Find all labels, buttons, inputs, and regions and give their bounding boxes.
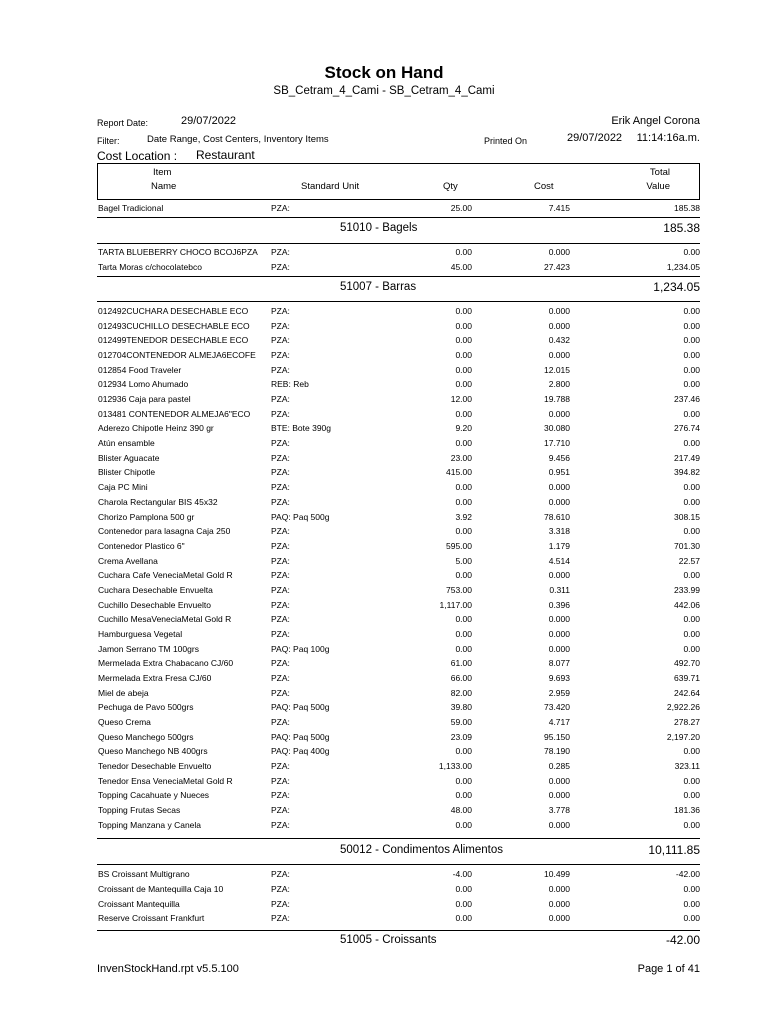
item-cost: 19.788 — [544, 394, 570, 405]
item-name: Queso Crema — [98, 717, 151, 728]
item-name: Aderezo Chipotle Heinz 390 gr — [98, 423, 214, 434]
item-value: 233.99 — [674, 584, 700, 595]
item-qty: 0.00 — [455, 379, 472, 390]
item-unit: PZA: — [271, 805, 290, 816]
divider — [97, 864, 700, 865]
table-row — [97, 304, 700, 318]
table-row — [97, 744, 700, 758]
item-unit: PZA: — [271, 775, 290, 786]
item-value: 0.00 — [683, 320, 700, 331]
item-value: 278.27 — [674, 717, 700, 728]
item-name: Jamon Serrano TM 100grs — [98, 643, 199, 654]
item-qty: 0.00 — [455, 247, 472, 257]
group-label: 50012 - Condimentos Alimentos — [340, 844, 504, 856]
item-qty: 0.00 — [455, 364, 472, 375]
column-cost: Cost — [534, 181, 554, 192]
item-qty: 39.80 — [450, 702, 472, 713]
item-cost: 4.717 — [548, 717, 570, 728]
item-name: Blister Chipotle — [98, 467, 156, 478]
table-row — [97, 554, 700, 568]
item-cost: 1.179 — [548, 540, 570, 551]
item-cost: 0.000 — [548, 570, 570, 581]
table-row — [97, 598, 700, 612]
table-row — [97, 642, 700, 656]
table-row — [97, 465, 700, 479]
item-unit: PZA: — [271, 408, 290, 419]
group-label: 51005 - Croissants — [340, 934, 437, 946]
table-row — [97, 867, 700, 881]
item-cost: 3.778 — [548, 805, 570, 816]
item-name: Blister Aguacate — [98, 452, 160, 463]
divider — [97, 930, 700, 931]
table-row — [97, 911, 700, 925]
report-date-label: Report Date: — [97, 118, 149, 128]
item-qty: 0.00 — [455, 570, 472, 581]
item-name: Croissant de Mantequilla Caja 10 — [98, 883, 224, 894]
group-label: 51010 - Bagels — [340, 222, 418, 234]
item-value: 639.71 — [674, 673, 700, 683]
column-total: Total — [649, 167, 670, 178]
table-row — [97, 715, 700, 729]
item-name: Tenedor Ensa VeneciaMetal Gold R — [98, 775, 233, 786]
divider — [97, 217, 700, 218]
item-qty: 0.00 — [455, 746, 472, 757]
item-qty: 0.00 — [455, 526, 472, 537]
item-value: 0.00 — [683, 335, 700, 346]
item-name: 012493CUCHILLO DESECHABLE ECO — [98, 320, 250, 331]
item-name: 012936 Caja para pastel — [98, 394, 191, 405]
item-name: Cuchillo Desechable Envuelto — [98, 599, 211, 610]
table-row — [97, 363, 700, 377]
item-unit: PZA: — [271, 364, 290, 375]
item-qty: 0.00 — [455, 320, 472, 331]
item-unit: REB: Reb — [271, 379, 309, 390]
table-row — [97, 774, 700, 788]
item-unit: PZA: — [271, 203, 290, 213]
item-unit: PZA: — [271, 452, 290, 463]
table-row — [97, 421, 700, 435]
table-row — [97, 260, 700, 274]
item-unit: PZA: — [271, 247, 290, 257]
item-qty: 0.00 — [455, 819, 472, 830]
printed-time: 11:14:16a.m. — [636, 132, 700, 144]
column-value: Value — [646, 181, 670, 192]
item-value: 1,234.05 — [666, 262, 700, 272]
item-value: 0.00 — [683, 883, 700, 894]
item-cost: 0.000 — [548, 898, 570, 909]
item-cost: 27.423 — [544, 262, 570, 272]
table-row — [97, 612, 700, 626]
item-unit: PZA: — [271, 540, 290, 551]
column-header — [97, 163, 700, 200]
table-row — [97, 730, 700, 744]
item-qty: 0.00 — [455, 482, 472, 493]
table-row — [97, 451, 700, 465]
item-qty: 0.00 — [455, 775, 472, 786]
item-cost: 0.000 — [548, 643, 570, 654]
table-row — [97, 333, 700, 347]
item-qty: 415.00 — [446, 467, 472, 478]
item-unit: PZA: — [271, 614, 290, 625]
item-unit: PAQ: Paq 500g — [271, 731, 330, 742]
item-cost: 8.077 — [548, 658, 570, 669]
item-name: Hamburguesa Vegetal — [98, 628, 183, 639]
item-unit: PZA: — [271, 320, 290, 331]
item-qty: 9.20 — [455, 423, 472, 434]
divider — [97, 243, 700, 244]
item-unit: PZA: — [271, 599, 290, 610]
item-name: Queso Manchego 500grs — [98, 731, 194, 742]
item-value: 0.00 — [683, 898, 700, 909]
item-cost: 0.432 — [548, 335, 570, 346]
item-value: 308.15 — [674, 511, 700, 522]
item-value: 394.82 — [674, 467, 700, 478]
cost-location-value: Restaurant — [196, 148, 255, 162]
filter-label: Filter: — [97, 136, 120, 146]
group-total: 1,234.05 — [653, 280, 700, 294]
item-name: Cuchillo MesaVeneciaMetal Gold R — [98, 614, 232, 625]
item-unit: PZA: — [271, 482, 290, 493]
item-unit: PZA: — [271, 673, 290, 683]
item-value: 0.00 — [683, 790, 700, 801]
item-value: 0.00 — [683, 775, 700, 786]
table-row — [97, 201, 700, 215]
item-unit: PZA: — [271, 819, 290, 830]
item-qty: 0.00 — [455, 643, 472, 654]
item-name: Mermelada Extra Fresa CJ/60 — [98, 673, 212, 683]
item-value: 276.74 — [674, 423, 700, 434]
item-cost: 10.499 — [544, 869, 570, 879]
item-cost: 2.800 — [548, 379, 570, 390]
item-name: 012492CUCHARA DESECHABLE ECO — [98, 306, 249, 316]
item-name: Chorizo Pamplona 500 gr — [98, 511, 195, 522]
item-name: 012934 Lomo Ahumado — [98, 379, 189, 390]
item-unit: PZA: — [271, 570, 290, 581]
item-qty: 23.09 — [450, 731, 472, 742]
item-name: Crema Avellana — [98, 555, 158, 566]
item-value: 0.00 — [683, 643, 700, 654]
item-value: 0.00 — [683, 614, 700, 625]
item-cost: 0.000 — [548, 819, 570, 830]
item-value: 0.00 — [683, 379, 700, 390]
table-row — [97, 671, 700, 685]
table-row — [97, 348, 700, 362]
item-qty: 753.00 — [446, 584, 472, 595]
table-row — [97, 245, 700, 259]
item-value: 0.00 — [683, 364, 700, 375]
item-value: 0.00 — [683, 496, 700, 507]
item-qty: 0.00 — [455, 496, 472, 507]
item-qty: 66.00 — [450, 673, 472, 683]
column-qty: Qty — [443, 181, 458, 192]
item-qty: 0.00 — [455, 913, 472, 924]
item-name: Atún ensamble — [98, 438, 155, 449]
item-value: 492.70 — [674, 658, 700, 669]
item-name: Cuchara Cafe VeneciaMetal Gold R — [98, 570, 233, 581]
item-cost: 7.415 — [548, 203, 570, 213]
table-row — [97, 495, 700, 509]
item-unit: BTE: Bote 390g — [271, 423, 332, 434]
item-name: Topping Manzana y Canela — [98, 819, 202, 830]
item-cost: 0.000 — [548, 482, 570, 493]
item-unit: PZA: — [271, 438, 290, 449]
item-unit: PAQ: Paq 500g — [271, 511, 330, 522]
item-qty: 1,117.00 — [439, 599, 472, 610]
item-unit: PAQ: Paq 400g — [271, 746, 330, 757]
item-value: 22.57 — [678, 555, 700, 566]
item-name: Tarta Moras c/chocolatebco — [98, 262, 202, 272]
item-qty: 0.00 — [455, 408, 472, 419]
item-value: 237.46 — [674, 394, 700, 405]
item-qty: 595.00 — [446, 540, 472, 551]
table-row — [97, 897, 700, 911]
item-name: TARTA BLUEBERRY CHOCO BCOJ6PZA — [98, 247, 258, 257]
item-qty: 0.00 — [455, 628, 472, 639]
item-cost: 73.420 — [544, 702, 570, 713]
item-value: 0.00 — [683, 819, 700, 830]
divider — [97, 276, 700, 277]
item-unit: PZA: — [271, 394, 290, 405]
item-cost: 0.000 — [548, 883, 570, 894]
table-row — [97, 407, 700, 421]
table-row — [97, 627, 700, 641]
item-cost: 0.000 — [548, 320, 570, 331]
item-name: Contenedor para lasagna Caja 250 — [98, 526, 231, 537]
item-qty: 3.92 — [455, 511, 472, 522]
item-qty: 82.00 — [450, 687, 472, 698]
filter-value: Date Range, Cost Centers, Inventory Items — [147, 134, 329, 145]
item-unit: PZA: — [271, 628, 290, 639]
item-cost: 9.456 — [548, 452, 570, 463]
item-unit: PZA: — [271, 496, 290, 507]
group-total: 185.38 — [663, 221, 700, 235]
report-date: 29/07/2022 — [181, 115, 237, 127]
item-cost: 0.000 — [548, 247, 570, 257]
item-name: Topping Frutas Secas — [98, 805, 181, 816]
item-value: 0.00 — [683, 746, 700, 757]
table-row — [97, 377, 700, 391]
table-row — [97, 319, 700, 333]
item-name: 013481 CONTENEDOR ALMEJA6"ECO — [98, 408, 251, 419]
item-unit: PZA: — [271, 306, 290, 316]
item-unit: PZA: — [271, 687, 290, 698]
divider — [97, 838, 700, 839]
table-row — [97, 803, 700, 817]
group-label: 51007 - Barras — [340, 281, 417, 293]
item-unit: PAQ: Paq 500g — [271, 702, 330, 713]
item-cost: 78.190 — [544, 746, 570, 757]
printed-date: 29/07/2022 — [567, 132, 623, 144]
item-value: 701.30 — [674, 540, 700, 551]
report-user: Erik Angel Corona — [611, 115, 700, 127]
item-value: 181.36 — [674, 805, 700, 816]
item-qty: -4.00 — [452, 869, 472, 879]
item-value: 0.00 — [683, 350, 700, 361]
item-value: 242.64 — [674, 687, 700, 698]
item-value: 2,197.20 — [666, 731, 700, 742]
item-unit: PZA: — [271, 898, 290, 909]
item-name: Tenedor Desechable Envuelto — [98, 761, 212, 772]
item-cost: 30.080 — [544, 423, 570, 434]
item-unit: PZA: — [271, 262, 290, 272]
item-name: Queso Manchego NB 400grs — [98, 746, 208, 757]
table-row — [97, 882, 700, 896]
item-cost: 0.000 — [548, 775, 570, 786]
group-total: -42.00 — [665, 933, 700, 947]
item-cost: 4.514 — [548, 555, 570, 566]
item-cost: 0.000 — [548, 790, 570, 801]
table-row — [97, 436, 700, 450]
item-unit: PZA: — [271, 350, 290, 361]
item-qty: 45.00 — [450, 262, 472, 272]
item-name: 012704CONTENEDOR ALMEJA6ECOFE — [98, 350, 256, 361]
item-qty: 0.00 — [455, 614, 472, 625]
item-value: 0.00 — [683, 482, 700, 493]
item-cost: 9.693 — [548, 673, 570, 683]
item-qty: 59.00 — [450, 717, 472, 728]
column-item: Item — [153, 167, 172, 178]
item-name: Mermelada Extra Chabacano CJ/60 — [98, 658, 234, 669]
divider — [97, 301, 700, 302]
table-row — [97, 759, 700, 773]
item-cost: 78.610 — [544, 511, 570, 522]
item-value: 0.00 — [683, 408, 700, 419]
cost-location-label: Cost Location : — [97, 149, 178, 163]
item-name: 012499TENEDOR DESECHABLE ECO — [98, 335, 249, 346]
item-name: Topping Cacahuate y Nueces — [98, 790, 210, 801]
item-cost: 17.710 — [544, 438, 570, 449]
item-name: Croissant Mantequilla — [98, 898, 180, 909]
item-name: Reserve Croissant Frankfurt — [98, 913, 205, 924]
item-cost: 95.150 — [544, 731, 570, 742]
item-cost: 0.000 — [548, 614, 570, 625]
item-cost: 0.285 — [548, 761, 570, 772]
item-cost: 0.000 — [548, 408, 570, 419]
group-subtotal — [97, 281, 700, 301]
item-qty: 0.00 — [455, 790, 472, 801]
item-value: 217.49 — [674, 452, 700, 463]
item-unit: PZA: — [271, 717, 290, 728]
item-qty: 5.00 — [455, 555, 472, 566]
item-cost: 12.015 — [544, 364, 570, 375]
item-qty: 25.00 — [450, 203, 472, 213]
item-unit: PZA: — [271, 526, 290, 537]
item-value: 0.00 — [683, 526, 700, 537]
item-cost: 0.000 — [548, 628, 570, 639]
item-value: 0.00 — [683, 306, 700, 316]
item-name: BS Croissant Multigrano — [98, 869, 190, 879]
column-standard-unit: Standard Unit — [301, 181, 360, 192]
column-name: Name — [151, 181, 177, 192]
item-unit: PAQ: Paq 100g — [271, 643, 330, 654]
item-qty: 0.00 — [455, 350, 472, 361]
report-title: Stock on Hand — [324, 63, 444, 82]
item-qty: 0.00 — [455, 438, 472, 449]
footer-page: Page 1 of 41 — [637, 963, 700, 975]
report-subtitle: SB_Cetram_4_Cami - SB_Cetram_4_Cami — [273, 85, 495, 97]
item-qty: 12.00 — [450, 394, 472, 405]
item-cost: 0.000 — [548, 496, 570, 507]
item-unit: PZA: — [271, 658, 290, 669]
item-unit: PZA: — [271, 584, 290, 595]
item-value: 2,922.26 — [666, 702, 700, 713]
item-cost: 2.959 — [548, 687, 570, 698]
item-cost: 0.311 — [549, 584, 570, 595]
item-unit: PZA: — [271, 555, 290, 566]
table-row — [97, 539, 700, 553]
group-subtotal — [97, 844, 700, 864]
item-qty: 0.00 — [455, 335, 472, 346]
item-unit: PZA: — [271, 467, 290, 478]
item-cost: 0.000 — [548, 350, 570, 361]
item-unit: PZA: — [271, 761, 290, 772]
table-row — [97, 686, 700, 700]
item-unit: PZA: — [271, 883, 290, 894]
item-value: -42.00 — [675, 869, 700, 879]
group-total: 10,111.85 — [648, 843, 700, 857]
group-subtotal — [97, 222, 700, 242]
item-name: Contenedor Plastico 6" — [98, 540, 185, 551]
table-row — [97, 392, 700, 406]
table-row — [97, 524, 700, 538]
item-cost: 0.000 — [548, 306, 570, 316]
item-name: Caja PC Mini — [98, 482, 148, 493]
item-qty: 0.00 — [455, 306, 472, 316]
table-row — [97, 656, 700, 670]
item-qty: 0.00 — [455, 883, 472, 894]
table-row — [97, 568, 700, 582]
item-name: Miel de abeja — [98, 687, 149, 698]
item-qty: 61.00 — [450, 658, 472, 669]
footer-file: InvenStockHand.rpt v5.5.100 — [97, 963, 239, 975]
item-value: 442.06 — [674, 599, 700, 610]
item-qty: 23.00 — [450, 452, 472, 463]
item-value: 0.00 — [683, 913, 700, 924]
item-name: Pechuga de Pavo 500grs — [98, 702, 194, 713]
group-subtotal — [97, 934, 700, 954]
item-cost: 0.396 — [548, 599, 570, 610]
item-name: 012854 Food Traveler — [98, 364, 182, 375]
item-unit: PZA: — [271, 913, 290, 924]
table-row — [97, 700, 700, 714]
table-row — [97, 480, 700, 494]
table-row — [97, 818, 700, 832]
item-unit: PZA: — [271, 790, 290, 801]
item-name: Bagel Tradicional — [98, 203, 164, 213]
item-value: 0.00 — [683, 247, 700, 257]
item-name: Charola Rectangular BIS 45x32 — [98, 496, 218, 507]
item-unit: PZA: — [271, 869, 290, 879]
item-value: 0.00 — [683, 628, 700, 639]
item-cost: 0.000 — [548, 913, 570, 924]
table-row — [97, 788, 700, 802]
item-value: 0.00 — [683, 570, 700, 581]
item-name: Cuchara Desechable Envuelta — [98, 584, 213, 595]
item-value: 323.11 — [674, 761, 700, 772]
item-qty: 1,133.00 — [438, 761, 472, 772]
printed-on-label: Printed On — [484, 136, 528, 146]
item-cost: 0.951 — [548, 467, 570, 478]
item-qty: 48.00 — [450, 805, 472, 816]
item-cost: 3.318 — [548, 526, 570, 537]
table-row — [97, 583, 700, 597]
table-row — [97, 510, 700, 524]
item-unit: PZA: — [271, 335, 290, 346]
item-qty: 0.00 — [455, 898, 472, 909]
item-value: 0.00 — [683, 438, 700, 449]
item-value: 185.38 — [674, 203, 700, 213]
